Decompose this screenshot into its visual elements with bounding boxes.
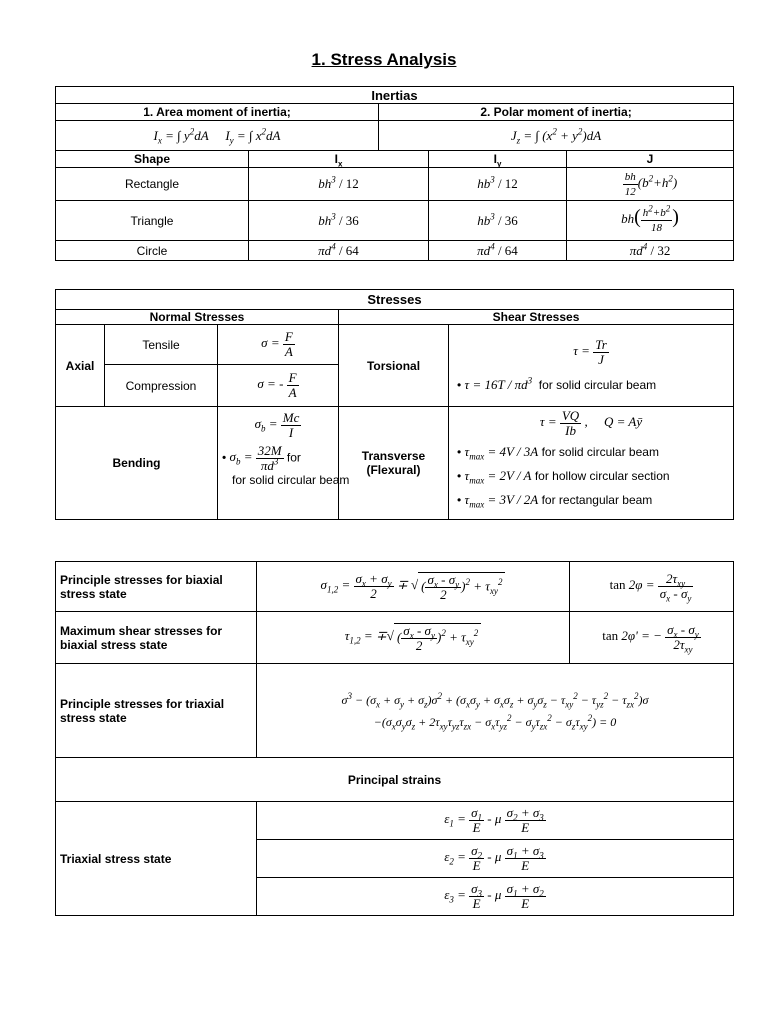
torsional-note: for solid circular beam: [538, 378, 657, 392]
area-moment-formula: $I_x$ = ∫ $y^2dA$ $I_y$ = ∫ $x^2dA$: [56, 121, 379, 151]
normal-stresses-label: Normal Stresses: [56, 310, 339, 325]
header-j: J: [567, 151, 734, 168]
inertias-table: Inertias 1. Area moment of inertia; 2. Polar moment of inertia; $I_x$ = ∫ $y^2dA$ $I_y$ = ∫ $x^2dA$ $J_z$ = ∫ $(x^2 + y^2)dA$ Shape $I_x$ $I_y$ J Rectangle $bh^3 / 12$ $hb^3 / 12$ $\frac{bh}{12}$ $(b^2+h^2)$ Triangle $bh^3 / 36$ $hb^3 / 36$ bh( $\frac{h^2+b^2}{18}$ ) Circle $\pi d^4 / 64$ $\pi d^4 / 64$ $\pi d^4 / 32$: [55, 86, 734, 261]
polar-moment-formula: $J_z$ = ∫ $(x^2 + y^2)dA$: [379, 121, 734, 151]
area-moment-label: 1. Area moment of inertia;: [56, 104, 379, 121]
max-shear-label: Maximum shear stresses for biaxial stress state: [56, 612, 257, 664]
bending-label: Bending: [56, 407, 218, 520]
shear-stresses-label: Shear Stresses: [339, 310, 734, 325]
stresses-heading: Stresses: [56, 290, 734, 310]
header-iy: $I_y$: [429, 151, 567, 168]
bending-note: for solid circular beam: [232, 473, 350, 487]
torsional-label: Torsional: [339, 325, 449, 407]
header-shape: Shape: [56, 151, 249, 168]
triaxial-state-label: Triaxial stress state: [56, 802, 257, 916]
principal-stresses-table: Principle stresses for biaxial stress state $\sigma_{1,2}$ = $\frac{\sigma_x + \sigma_y}{2}$ ∓ √ ( $\frac{\sigma_x - \sigma_y}{2}$ )$^2 + \tau_{xy}^2$ tan 2φ = $\frac{2\tau_{xy}}{\sigma_x - \sigma_y}$ Maximum shear stresses for biaxial stress state $\tau_{1,2}$ = ∓√ ( $\frac{\sigma_x - \sigma_y}{2}$ )$^2 + \tau_{xy}^2$ tan 2φ' = − $\frac{\sigma_x - \sigma_y}{2\tau_{xy}}$ Principle stresses for triaxial stress state $\sigma^3 - (\sigma_x + \sigma_y + \sigma_z)\sigma^2 + (\sigma_x\sigma_y + \sigma_x\sigma_z + \sigma_y\sigma_z - \tau_{xy}^2 - \tau_{yz}^2 - \tau_{zx}^2)\sigma$ $-(\sigma_x\sigma_y\sigma_z + 2\tau_{xy}\tau_{yz}\tau_{zx} - \sigma_x\tau_{yz}^2 - \sigma_y\tau_{zx}^2 - \sigma_z\tau_{xy}^2) = 0$ Principal strains Triaxial stress state $\varepsilon_1$ = $\frac{\sigma_1}{E}$ - μ $\frac{\sigma_2 + \sigma_3}{E}$ $\varepsilon_2$ = $\frac{\sigma_2}{E}$ - μ $\frac{\sigma_1 + \sigma_3}{E}$ $\varepsilon_3$ = $\frac{\sigma_3}{E}$ - μ $\frac{\sigma_1 + \sigma_2}{E}$: [55, 561, 734, 916]
header-ix: $I_x$: [249, 151, 429, 168]
biaxial-label: Principle stresses for biaxial stress state: [56, 562, 257, 612]
principal-strains-label: Principal strains: [56, 758, 734, 802]
page-title: 1. Stress Analysis: [311, 50, 457, 69]
shape-rectangle: Rectangle: [56, 168, 249, 201]
shape-triangle: Triangle: [56, 201, 249, 241]
compression-label: Compression: [105, 365, 218, 407]
inertias-heading: Inertias: [56, 87, 734, 104]
stresses-table: Stresses Normal Stresses Shear Stresses Axial Tensile σ = $\frac{F}{A}$ Torsional τ = $\frac{Tr}{J}$ • $\tau = 16T / \pi d^3$ for solid circular beam Compression σ = - $\frac{F}{A}$ Bending $\sigma_b$ = $\frac{Mc}{I}$ • $\sigma_b$ = $\frac{32M}{\pi d^3}$ for for solid circular beam Transverse (Flexural) τ = $\frac{VQ}{Ib}$ , Q = Aȳ • $\tau_{max} = 4V / 3A$ for solid circular beam • $\tau_{max} = 2V / A$ for hollow circular section • $\tau_{max} = 3V / 2A$ for rectangular beam: [55, 289, 734, 520]
tensile-label: Tensile: [105, 325, 218, 365]
transverse-label: Transverse (Flexural): [339, 407, 449, 520]
axial-label: Axial: [56, 325, 105, 407]
triaxial-principal-label: Principle stresses for triaxial stress state: [56, 664, 257, 758]
polar-moment-label: 2. Polar moment of inertia;: [379, 104, 734, 121]
shape-circle: Circle: [56, 241, 249, 261]
